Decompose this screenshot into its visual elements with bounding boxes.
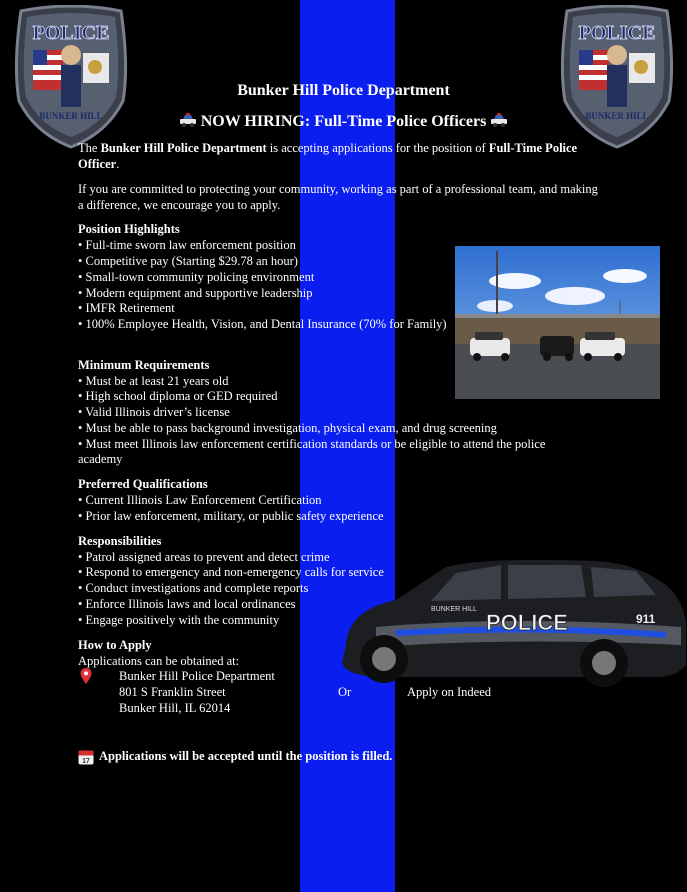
badge-right-subtitle: BUNKER HILL (585, 111, 649, 121)
police-car-icon (179, 113, 197, 127)
list-item: • Respond to emergency and non-emergency calls for service (78, 565, 384, 579)
calendar-icon (78, 749, 94, 765)
police-suv-photo (336, 555, 686, 705)
car-door-small-text: BUNKER HILL (431, 606, 477, 613)
location-pin-icon (80, 668, 92, 684)
commitment-paragraph: If you are committed to protecting your community, working as part of a professional team, and making a difference, we encourage you to apply. (78, 182, 598, 212)
apply-heading: How to Apply (78, 638, 152, 652)
list-item: • Competitive pay (Starting $29.78 an hour) (78, 254, 298, 268)
intro-mid: is accepting applications for the position of (266, 141, 489, 155)
list-item: • Valid Illinois driver’s license (78, 405, 230, 419)
address-street: 801 S Franklin Street (119, 685, 226, 699)
list-item: • Engage positively with the community (78, 613, 280, 627)
badge-left-title: POLICE (32, 22, 110, 44)
list-item: • Prior law enforcement, military, or public safety experience (78, 509, 384, 523)
police-car-icon (490, 113, 508, 127)
list-item: • Current Illinois Law Enforcement Certification (78, 493, 322, 507)
requirements-heading: Minimum Requirements (78, 358, 210, 372)
intro-paragraph (78, 141, 598, 172)
highlights-heading: Position Highlights (78, 222, 180, 236)
badge-left-subtitle: BUNKER HILL (39, 111, 103, 121)
list-item: • Must meet Illinois law enforcement certification standards or be eligible to attend the police (78, 437, 546, 451)
apply-subtext: Applications can be obtained at: (78, 654, 240, 668)
intro-pre: The (78, 141, 101, 155)
apply-on-indeed-link[interactable]: Apply on Indeed (407, 685, 492, 699)
list-item: • 100% Employee Health, Vision, and Dental Insurance (70% for Family) (78, 317, 447, 331)
intro-dept: Bunker Hill Police Department (100, 141, 267, 155)
address-name: Bunker Hill Police Department (119, 669, 275, 683)
preferred-heading: Preferred Qualifications (78, 477, 208, 491)
list-item: academy (78, 452, 123, 466)
responsibilities-heading: Responsibilities (78, 534, 162, 548)
or-label: Or (338, 685, 352, 699)
calendar-day: 17 (82, 758, 90, 765)
list-item: • IMFR Retirement (78, 301, 175, 315)
application-deadline: Applications will be accepted until the position is filled. (99, 749, 393, 763)
car-unit-number: 911 (636, 612, 656, 626)
list-item: • Modern equipment and supportive leadership (78, 286, 313, 300)
hiring-title-text: NOW HIRING: Full-Time Police Officers (200, 113, 487, 130)
hiring-title (0, 112, 687, 132)
list-item: • Enforce Illinois laws and local ordinances (78, 597, 296, 611)
badge-right-title: POLICE (578, 22, 656, 44)
department-title: Bunker Hill Police Department (237, 82, 450, 99)
car-door-police-text: POLICE (486, 610, 568, 635)
list-item: • Must be at least 21 years old (78, 374, 229, 388)
address-city: Bunker Hill, IL 62014 (119, 701, 231, 715)
list-item: • Conduct investigations and complete reports (78, 581, 309, 595)
intro-post: . (116, 156, 120, 171)
list-item: • High school diploma or GED required (78, 389, 278, 403)
police-station-photo (455, 246, 660, 399)
list-item: • Must be able to pass background investigation, physical exam, and drug screening (78, 421, 497, 435)
list-item: • Patrol assigned areas to prevent and detect crime (78, 550, 330, 564)
list-item: • Small-town community policing environment (78, 270, 315, 284)
intro-position: Full-Time Police Officer (78, 141, 578, 171)
list-item: • Full-time sworn law enforcement position (78, 238, 296, 252)
